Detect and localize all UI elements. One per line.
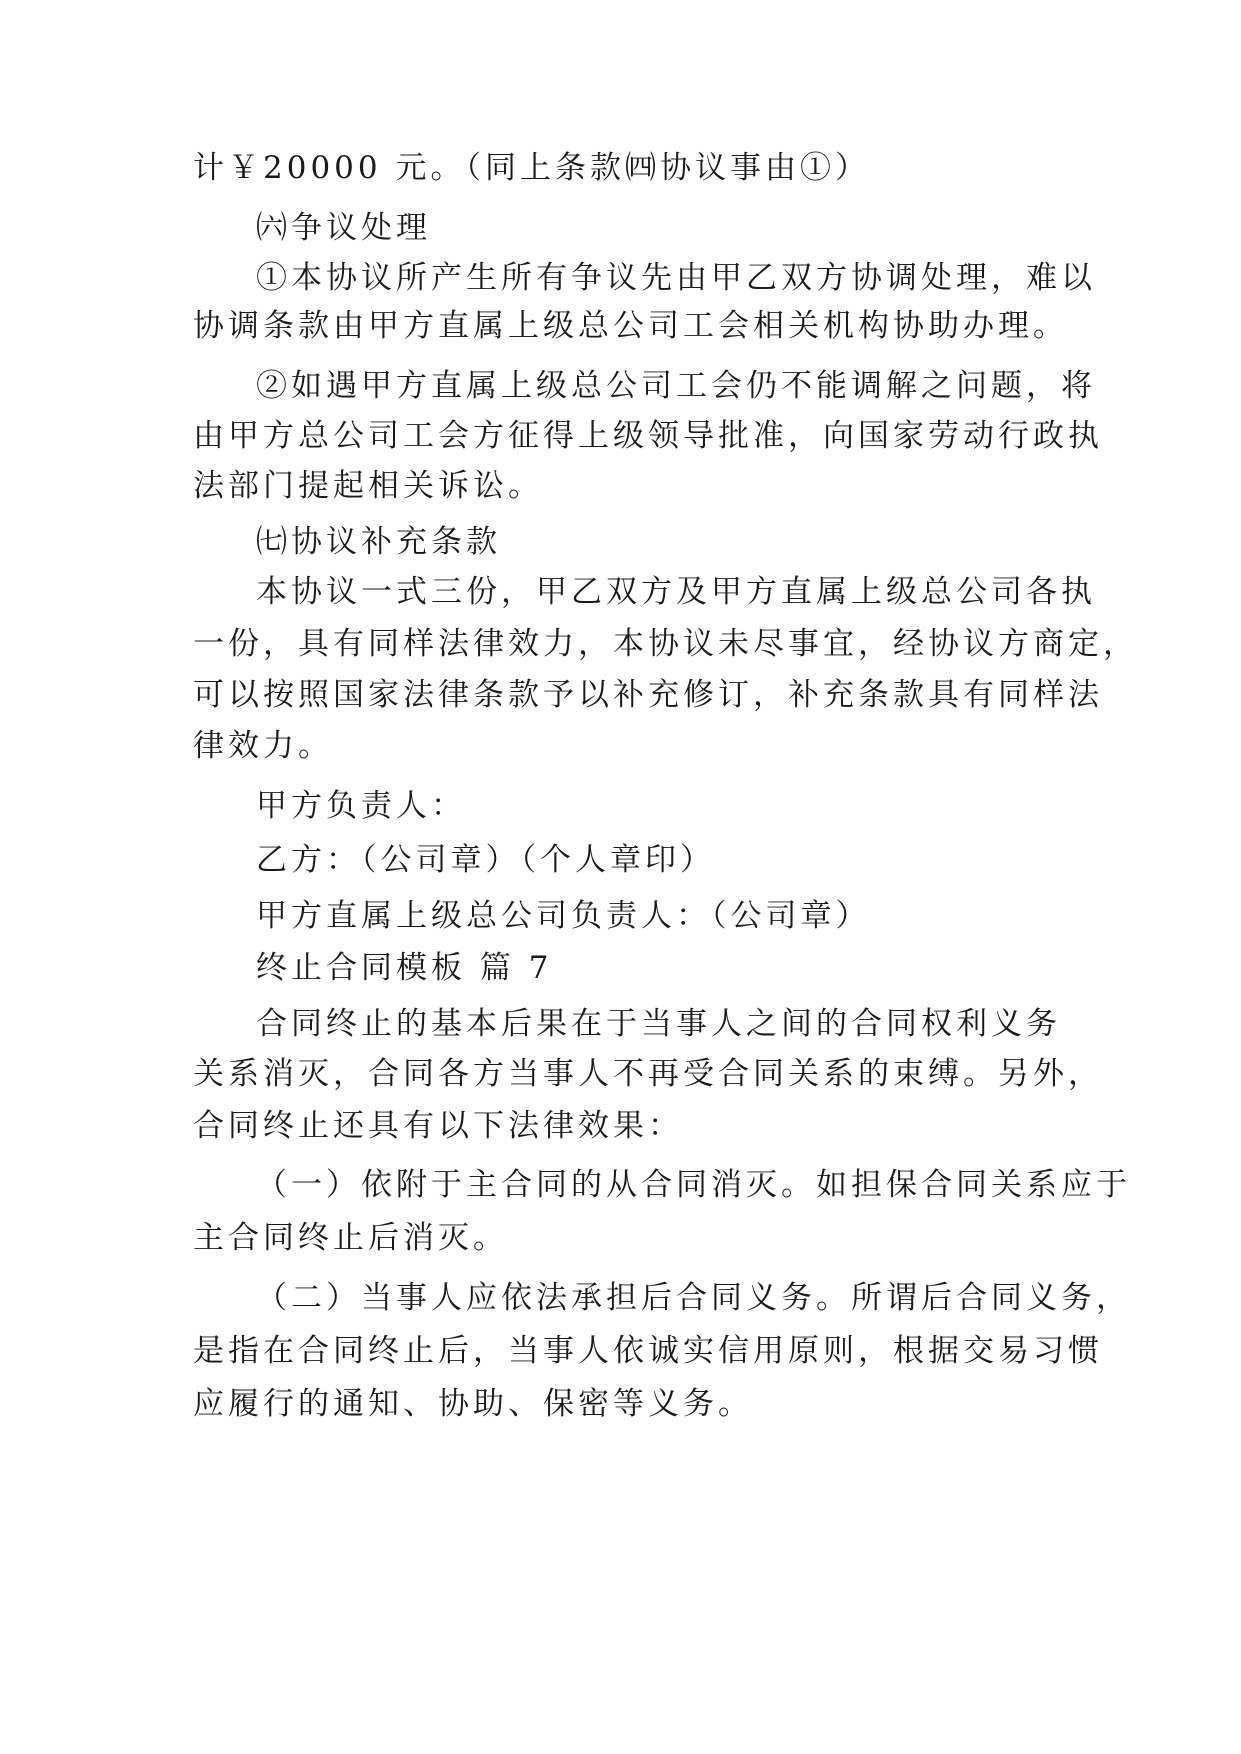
article-title: 终止合同模板 篇 7 bbox=[256, 950, 553, 986]
text-line: 法部门提起相关诉讼。 bbox=[193, 468, 543, 504]
text-line: 由甲方总公司工会方征得上级领导批准，向国家劳动行政执 bbox=[193, 418, 1103, 454]
text-line: 计￥20000 元。（同上条款㈣协议事由①） bbox=[193, 150, 870, 186]
text-line: （一）依附于主合同的从合同消灭。如担保合同关系应于 bbox=[256, 1167, 1131, 1203]
text-line: 合同终止的基本后果在于当事人之间的合同权利义务 bbox=[256, 1006, 1061, 1042]
signature-line: 乙方：（公司章）（个人章印） bbox=[256, 842, 715, 878]
text-line: （二）当事人应依法承担后合同义务。所谓后合同义务， bbox=[256, 1280, 1131, 1316]
text-line: ①本协议所产生所有争议先由甲乙双方协调处理，难以 bbox=[256, 260, 1096, 296]
section-heading: ㈥争议处理 bbox=[256, 210, 431, 246]
text-line: 协调条款由甲方直属上级总公司工会相关机构协助办理。 bbox=[193, 308, 1068, 344]
text-line: 本协议一式三份，甲乙双方及甲方直属上级总公司各执 bbox=[256, 574, 1096, 610]
text-line: 主合同终止后消灭。 bbox=[193, 1220, 508, 1256]
text-line: 律效力。 bbox=[193, 728, 333, 764]
text-line: 关系消灭，合同各方当事人不再受合同关系的束缚。另外， bbox=[193, 1056, 1103, 1092]
section-heading: ㈦协议补充条款 bbox=[256, 524, 501, 560]
text-line: 一份，具有同样法律效力，本协议未尽事宜，经协议方商定， bbox=[193, 626, 1138, 662]
text-line: 应履行的通知、协助、保密等义务。 bbox=[193, 1386, 753, 1422]
signature-line: 甲方负责人： bbox=[256, 788, 466, 824]
text-line: ②如遇甲方直属上级总公司工会仍不能调解之问题，将 bbox=[256, 368, 1096, 404]
text-line: 是指在合同终止后，当事人依诚实信用原则，根据交易习惯 bbox=[193, 1333, 1103, 1369]
text-line: 合同终止还具有以下法律效果： bbox=[193, 1108, 683, 1144]
text-line: 可以按照国家法律条款予以补充修订，补充条款具有同样法 bbox=[193, 677, 1103, 713]
signature-line: 甲方直属上级总公司负责人：（公司章） bbox=[256, 898, 871, 934]
